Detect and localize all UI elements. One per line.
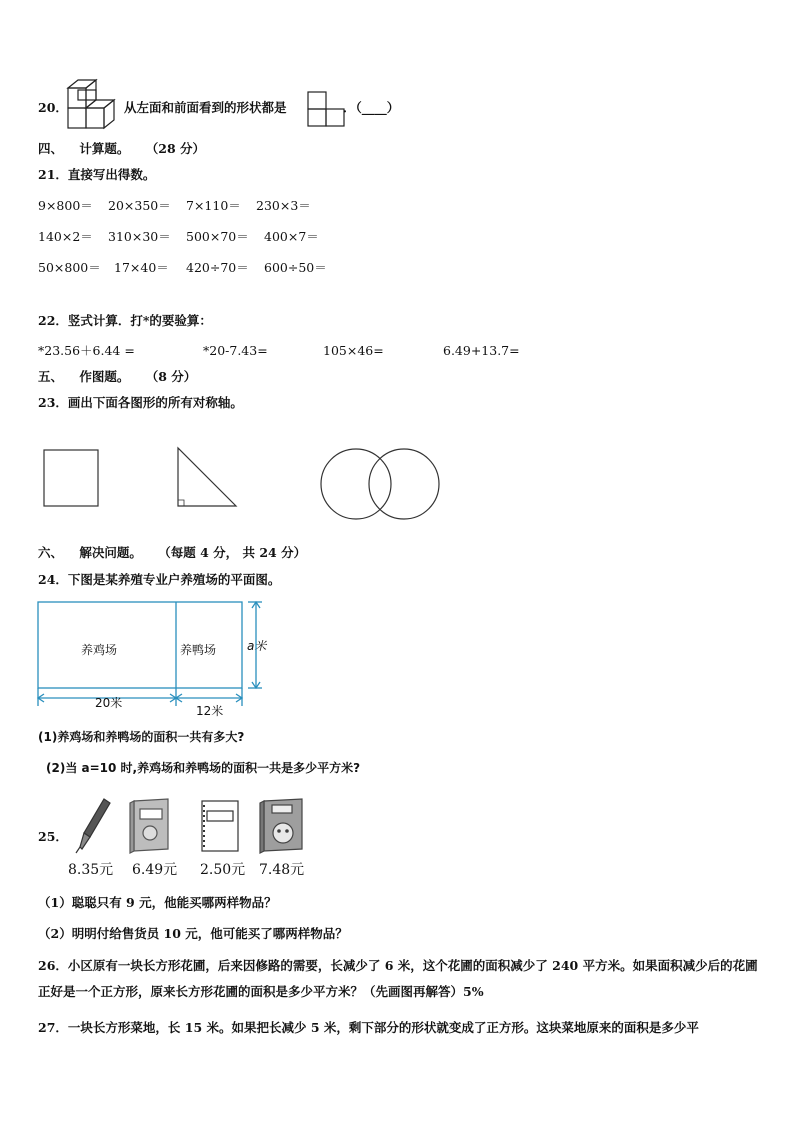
notebook-price: 2.50元 — [200, 862, 246, 878]
question-24-sub1: (1)养鸡场和养鸭场的面积一共有多大? — [38, 730, 245, 744]
calc-expression: 7×110＝ — [186, 198, 241, 213]
calc-expression: 17×40＝ — [114, 260, 169, 275]
width-20-label: 20米 — [95, 696, 123, 710]
calc-expression: 50×800＝ — [38, 260, 101, 275]
vertical-calc-item: *23.56＋6.44 = — [38, 343, 135, 358]
calc-expression: 420÷70＝ — [186, 260, 249, 275]
square-shape — [44, 450, 98, 506]
picture-album-icon — [256, 797, 306, 855]
calc-expression: 310×30＝ — [108, 229, 171, 244]
question-24-sub2: (2)当 a=10 时,养鸡场和养鸭场的面积一共是多少平方米? — [46, 761, 361, 775]
farm-plan-figure — [34, 598, 274, 718]
right-circle-shape — [369, 449, 439, 519]
question-20-number: 20． — [38, 100, 68, 115]
right-triangle-shape — [178, 448, 236, 506]
notebook-icon — [198, 797, 242, 855]
calc-expression: 500×70＝ — [186, 229, 249, 244]
question-27: 27．一块长方形菜地，长 15 米。如果把长减少 5 米，剩下部分的形状就变成了正方形。这块菜地原来的面积是多少平 — [38, 1020, 699, 1035]
width-12-label: 12米 — [196, 704, 224, 718]
story-book-icon — [128, 797, 172, 855]
chicken-farm-label: 养鸡场 — [81, 643, 118, 657]
section-4-heading: 四、 计算题。 （28 分） — [38, 141, 205, 156]
album-price: 7.48元 — [259, 862, 305, 878]
calc-expression: 230×3＝ — [256, 198, 311, 213]
duck-farm-label: 养鸭场 — [180, 643, 217, 657]
calc-expression: 20×350＝ — [108, 198, 171, 213]
view-shape-figure — [307, 91, 345, 127]
calc-expression: 9×800＝ — [38, 198, 93, 213]
section-6-heading: 六、 解决问题。 （每题 4 分， 共 24 分） — [38, 545, 307, 560]
cube-stack-figure — [64, 78, 124, 136]
pen-price: 8.35元 — [68, 862, 114, 878]
vertical-calc-item: 105×46= — [323, 343, 384, 358]
height-label: a米 — [247, 639, 267, 653]
symmetry-figures — [34, 440, 454, 530]
question-24-title: 24．下图是某养殖专业户养殖场的平面图。 — [38, 572, 281, 587]
question-20-blank: ．（____） — [343, 100, 400, 115]
question-21-title: 21．直接写出得数。 — [38, 167, 156, 182]
section-5-heading: 五、 作图题。 （8 分） — [38, 369, 197, 384]
question-25-number: 25． — [38, 829, 68, 844]
fountain-pen-icon — [74, 797, 114, 855]
question-23-title: 23．画出下面各图形的所有对称轴。 — [38, 395, 243, 410]
calc-expression: 140×2＝ — [38, 229, 93, 244]
left-circle-shape — [321, 449, 391, 519]
question-25-sub2: （2）明明付给售货员 10 元，他可能买了哪两样物品？ — [38, 926, 348, 941]
story-book-price: 6.49元 — [132, 862, 178, 878]
question-26: 26．小区原有一块长方形花圃，后来因修路的需要，长减少了 6 米，这个花圃的面积减少了 240 平方米。如果面积减少后的花圃正好是一个正方形，原来长方形花圃的面积是多少平方米？（先画图再解答）5% — [38, 958, 758, 999]
question-25-sub1: （1）聪聪只有 9 元，他能买哪两样物品？ — [38, 895, 277, 910]
vertical-calc-item: 6.49+13.7= — [443, 343, 520, 358]
question-22-title: 22．竖式计算．打*的要验算： — [38, 313, 212, 328]
question-20-text: 从左面和前面看到的形状都是 — [124, 100, 287, 115]
calc-expression: 400×7＝ — [264, 229, 319, 244]
calc-expression: 600÷50＝ — [264, 260, 327, 275]
vertical-calc-item: *20-7.43= — [203, 343, 268, 358]
